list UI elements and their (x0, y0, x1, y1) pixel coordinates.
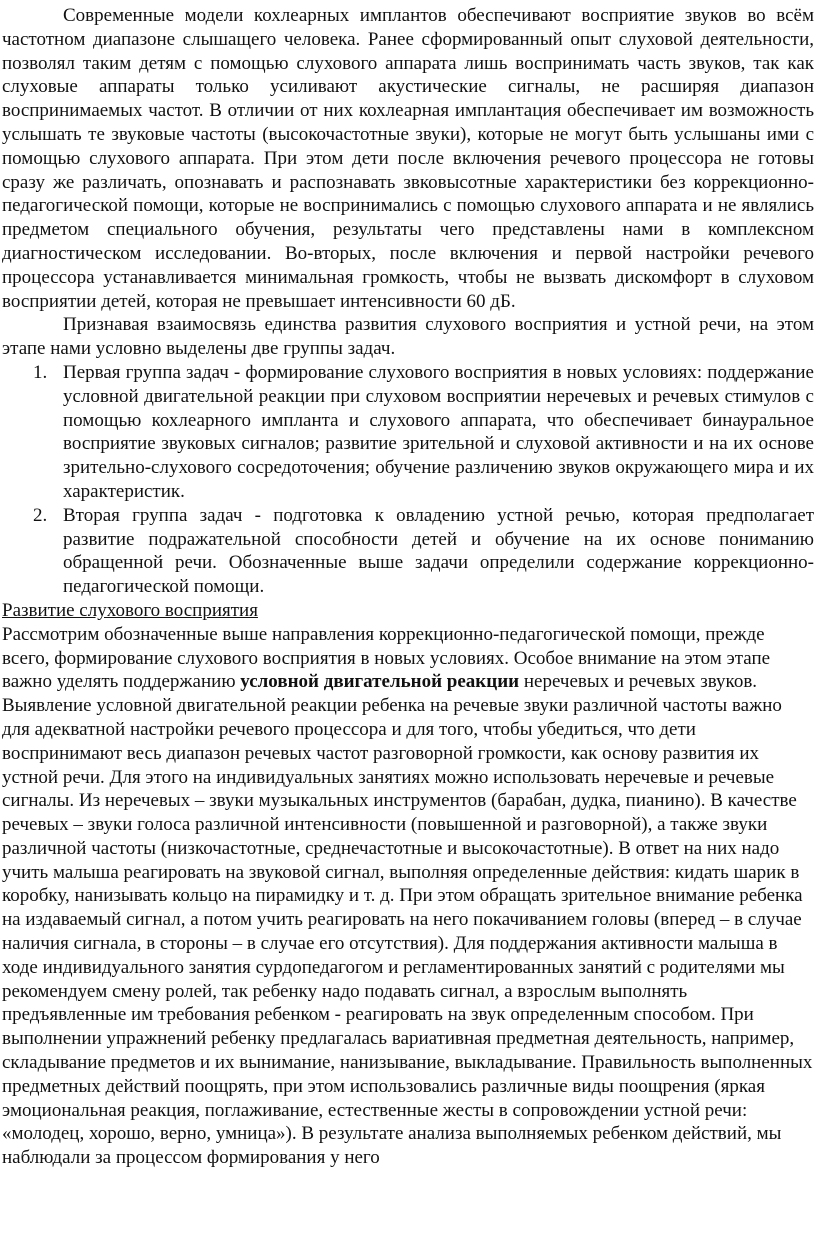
section-body-paragraph (2, 623, 814, 1170)
section-text-start: Рассмотрим обозначенные выше направления коррекционно-педагогической помощи, прежде всего, формирование слухового восприятия в новых условиях. Особое внимание на этом этапе важно уделять поддержанию (2, 623, 771, 693)
paragraph-task-groups-intro: Признавая взаимосвязь единства развития слухового восприятия и устной речи, на этом этапе нами условно выделены две группы задач. (2, 314, 814, 360)
list-item (33, 504, 814, 599)
list-item-text: Вторая группа задач - подготовка к овладению устной речью, которая предполагает развитие подражательной способности детей и обучение на их основе пониманию обращенной речи. Обозначенные выше задачи определили содержание коррекционно-педагогической помощи. (63, 504, 814, 598)
section-text-bold-term: условной двигательной реакции (240, 671, 520, 693)
section-heading: Развитие слухового восприятия (2, 599, 258, 621)
task-list (2, 361, 814, 599)
paragraph-cochlear-implants: Современные модели кохлеарных имплантов обеспечивают восприятие звуков во всём частотном диапазоне слышащего человека. Ранее сформированный опыт слуховой деятельности, позволял таким детям с помощью слухового аппарата лишь воспринимать часть звуков, так как слуховые аппараты только усиливают акустические сигналы, не расширяя диапазон воспринимаемых частот. В отличии от них кохлеарная имплантация обеспечивает им возможность услышать те звуковые частоты (высокочастотные звуки), которые не могут быть услышаны ими с помощью слухового аппарата. При этом дети после включения речевого процессора не готовы сразу же различать, опознавать и распознавать звковысотные характеристики без коррекционно-педагогической помощи, которые не воспринимались с помощью слухового аппарата и не являлись предметом специального обучения, результаты чего представлены нами в комплексном диагностическом исследовании. Во-вторых, после включения и первой настройки речевого процессора устанавливается минимальная громкость, чтобы не вызвать дискомфорт в слуховом восприятии детей, которая не превышает интенсивности 60 дБ. (2, 5, 814, 312)
list-item-number: 2. (33, 504, 48, 526)
list-item (33, 361, 814, 504)
section-text-continuation: неречевых и речевых звуков. Выявление условной двигательной реакции ребенка на речевые звуки различной частоты важно для адекватной настройки речевого процессора и для того, чтобы убедиться, что дети воспринимают весь диапазон речевых частот разговорной громкости, как основу развития их устной речи. Для этого на индивидуальных занятиях можно использовать неречевые и речевые сигналы. Из неречевых – звуки музыкальных инструментов (барабан, дудка, пианино). В качестве речевых – звуки голоса различной интенсивности (повышенной и разговорной), а также звуки различной частоты (низкочастотные, среднечастотные и высокочастотные). В ответ на них надо учить малыша реагировать на звуковой сигнал, выполняя определенные действия: кидать шарик в коробку, нанизывать кольцо на пирамидку и т. д. При этом обращать зрительное внимание ребенка на издаваемый сигнал, а потом учить реагировать на него покачиванием головы (вперед – в случае наличия сигнала, в стороны – в случае его отсутствия). Для поддержания активности малыша в ходе индивидуального занятия сурдопедагогом и регламентированных занятий с родителями мы рекомендуем смену ролей, так ребенку надо подавать сигнал, а взрослым выполнять предъявленные им требования ребенком - реагировать на звук определенным способом. При выполнении упражнений ребенку предлагалась вариативная предметная деятельность, например, складывание предметов и их вынимание, нанизывание, выкладывание. Правильность выполненных предметных действий поощрять, при этом использовались различные виды поощрения (яркая эмоциональная реакция, поглаживание, естественные жесты в сопровождении устной речи: «молодец, хорошо, верно, умница»). В результате анализа выполняемых ребенком действий, мы наблюдали за процессом формирования у него (2, 671, 813, 1169)
list-item-text: Первая группа задач - формирование слухового восприятия в новых условиях: поддержание условной двигательной реакции при слуховом восприятии неречевых и речевых стимулов с помощью кохлеарного импланта и слухового аппарата, что обеспечивает бинауральное восприятие звуковых сигналов; развитие зрительной и слуховой активности и на их основе зрительно-слухового сосредоточения; обучение различению звуков окружающего мира и их характеристик. (63, 361, 814, 502)
list-item-number: 1. (33, 361, 48, 383)
